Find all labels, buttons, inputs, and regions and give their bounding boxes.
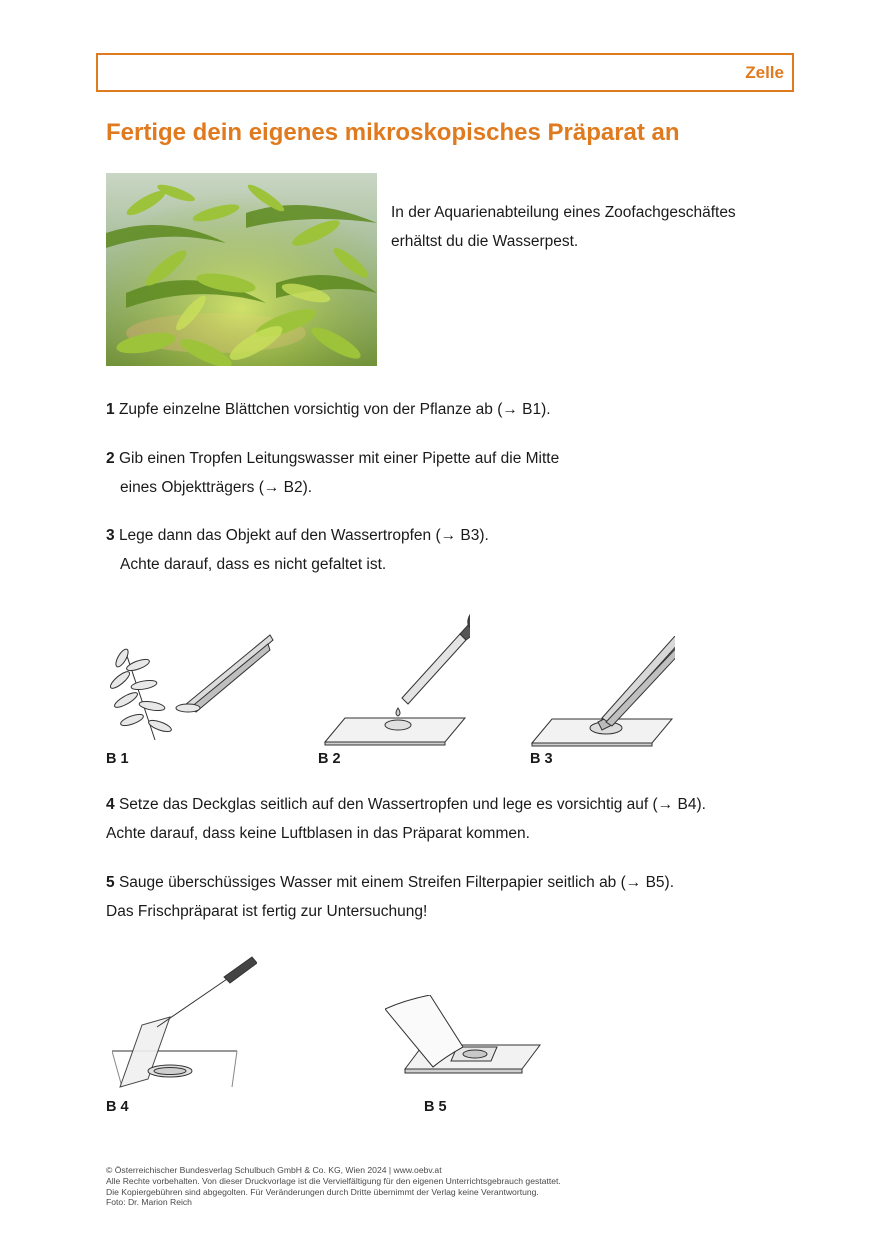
figure-b2-illustration (320, 612, 470, 752)
step-text-continued: eines Objektträgers (→ B2). (120, 478, 313, 496)
figure-b4-label: B 4 (106, 1099, 129, 1115)
step-number: 4 (106, 796, 115, 813)
figure-b5-illustration (385, 995, 545, 1082)
step-text: Sauge überschüssiges Wasser mit einem Streifen Filterpapier seitlich ab (→ B5). (118, 874, 675, 891)
figure-b4-illustration (112, 955, 257, 1095)
step-2 (106, 445, 806, 502)
footer (106, 1165, 561, 1208)
figure-b3-illustration (530, 636, 675, 753)
step-number: 5 (106, 874, 115, 891)
step-4 (106, 791, 806, 848)
step-text: Gib einen Tropfen Leitungswasser mit einer Pipette auf die Mitte (118, 450, 560, 467)
figure-b3-label: B 3 (530, 751, 553, 767)
figure-b2-label: B 2 (318, 751, 341, 767)
step-text-continued: Achte darauf, dass es nicht gefaltet ist. (120, 555, 387, 573)
step-text: Lege dann das Objekt auf den Wassertropfen (→ B3). (118, 527, 489, 544)
step-number: 3 (106, 527, 115, 544)
page-title: Fertige dein eigenes mikroskopisches Präparat an (106, 119, 680, 146)
intro-text (391, 198, 791, 256)
step-number: 2 (106, 450, 115, 467)
footer-line-4: Foto: Dr. Marion Reich (106, 1197, 192, 1208)
step-number: 1 (106, 401, 115, 418)
figure-b5-label: B 5 (424, 1099, 447, 1115)
intro-line-1: In der Aquarienabteilung eines Zoofachgeschäftes (391, 204, 736, 221)
footer-line-2: Alle Rechte vorbehalten. Von dieser Druckvorlage ist die Vervielfältigung für den eigenen Unterrichtsgebrauch gestattet. (106, 1175, 561, 1186)
figure-b1-label: B 1 (106, 751, 129, 767)
header-label: Zelle (745, 63, 784, 82)
step-text-continued: Das Frischpräparat ist fertig zur Untersuchung! (106, 902, 428, 920)
footer-line-1: © Österreichischer Bundesverlag Schulbuch GmbH & Co. KG, Wien 2024 | www.oebv.at (106, 1165, 442, 1175)
footer-line-3: Die Kopiergebühren sind abgegolten. Für Veränderungen durch Dritte übernimmt der Verlag keine Verantwortung. (106, 1186, 539, 1197)
intro-line-2: erhältst du die Wasserpest. (391, 233, 579, 250)
figure-b1-illustration (110, 630, 280, 750)
step-1 (106, 396, 806, 425)
step-text: Zupfe einzelne Blättchen vorsichtig von der Pflanze ab (→ B1). (118, 401, 551, 418)
step-3 (106, 522, 806, 579)
step-text-continued: Achte darauf, dass keine Luftblasen in das Präparat kommen. (106, 824, 530, 842)
header-box (96, 53, 794, 92)
waterweed-photo (106, 173, 377, 366)
step-text: Setze das Deckglas seitlich auf den Wassertropfen und lege es vorsichtig auf (→ B4). (118, 796, 706, 813)
step-5 (106, 869, 806, 926)
